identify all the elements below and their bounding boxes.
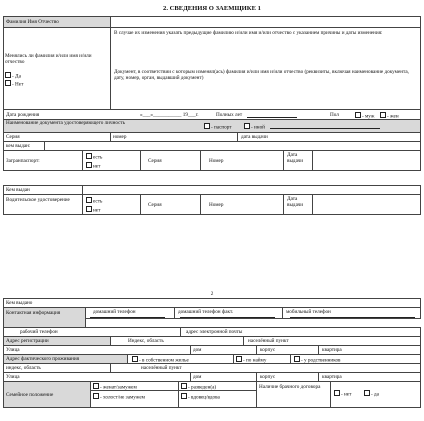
name-changed-yes[interactable]: - Да: [5, 72, 21, 80]
sex-male[interactable]: - муж: [355, 112, 374, 120]
reg-apartment-label: квартира: [322, 347, 342, 353]
email-label: адрес электронной почты: [186, 329, 243, 335]
contact-info-label: Контактная информация: [6, 310, 61, 316]
driver-has-not-checkbox[interactable]: [86, 206, 92, 212]
series-label: Серия: [6, 134, 20, 140]
foreign-has-checkbox[interactable]: [86, 153, 92, 159]
widowed-checkbox[interactable]: [181, 393, 187, 399]
no-checkbox[interactable]: [5, 80, 11, 86]
foreign-has-not[interactable]: нет: [86, 162, 100, 170]
full-years-label: Полных лет: [216, 112, 243, 118]
section-title: 2. СВЕДЕНИЯ О ЗАЕМЩИКЕ 1: [163, 5, 261, 12]
sex-label: Пол: [330, 112, 339, 118]
home-phone-actual-label: домашний телефон факт.: [178, 309, 234, 315]
relatives-checkbox[interactable]: [294, 356, 300, 362]
marital-status-label: Семейное положение: [6, 392, 54, 398]
reg-index-label: Индекс, область: [128, 338, 164, 344]
birth-date-field[interactable]: «___»___________ 19___г.: [140, 112, 199, 118]
actual-apartment-label: квартира: [322, 374, 342, 380]
foreign-series-label: Серия: [148, 158, 162, 164]
id-doc-passport[interactable]: - паспорт: [204, 123, 232, 131]
page-number: 2: [210, 291, 214, 297]
reg-house-label: дом: [193, 347, 202, 353]
driver-series-label: Серия: [148, 202, 162, 208]
foreign-has[interactable]: есть: [86, 153, 102, 161]
name-changed-no[interactable]: - Нет: [5, 80, 23, 88]
issued-by-label-2: Кем выдано: [6, 300, 33, 306]
driver-has-not[interactable]: нет: [86, 206, 100, 214]
form-page-2: [0, 286, 424, 421]
actual-index-label: индекс, область: [6, 365, 41, 371]
foreign-issued-by-label: Кем выдан: [6, 187, 30, 193]
driver-has[interactable]: есть: [86, 197, 102, 205]
name-change-left-cell: [3, 27, 111, 110]
yes-checkbox[interactable]: [5, 72, 11, 78]
issue-date-label: дата выдачи: [241, 134, 268, 140]
own-housing-option[interactable]: - в собственном жилье: [132, 356, 189, 364]
name-changed-question: Менялись ли фамилия и/или имя и/или отчество: [5, 53, 92, 65]
other-checkbox[interactable]: [244, 123, 250, 129]
work-phone-label: рабочий телефон: [20, 329, 58, 335]
birth-date-label: Дата рождения: [6, 112, 40, 118]
change-document-instruction: Документ, в соответствии с которым изменял(ась) фамилия и/или имя и/или отчество (реквизиты, включая наименование документа, дату, номер, орган, выдавший документ): [114, 69, 409, 81]
actual-house-label: дом: [193, 374, 202, 380]
issued-by-label: кем выдан:: [6, 143, 31, 149]
actual-locality-label: населённый пункт: [141, 365, 182, 371]
reg-locality-label: населённый пункт: [248, 338, 289, 344]
male-checkbox[interactable]: [355, 112, 361, 118]
rented-checkbox[interactable]: [236, 356, 242, 362]
full-years-input[interactable]: [247, 117, 297, 118]
single-option[interactable]: - холост/не замужем: [93, 393, 145, 401]
change-instruction: В случае их изменения указать предыдущие фамилию и/или имя и/или отчество с указанием причины и даты изменения:: [114, 30, 383, 36]
number-label: номер: [113, 134, 127, 140]
foreign-issue-date-label: Дата выдачи: [287, 152, 304, 164]
actual-building-label: корпус: [260, 374, 276, 380]
divorced-checkbox[interactable]: [181, 383, 187, 389]
passport-checkbox[interactable]: [204, 123, 210, 129]
prenup-yes-checkbox[interactable]: [364, 390, 370, 396]
sex-female[interactable]: - жен: [380, 112, 399, 120]
foreign-passport-label: Загранпаспорт:: [6, 158, 40, 164]
home-phone-input[interactable]: [90, 317, 165, 318]
driver-has-checkbox[interactable]: [86, 197, 92, 203]
actual-street-label: Улица: [6, 374, 20, 380]
home-phone-actual-input[interactable]: [180, 317, 275, 318]
home-phone-label: домашний телефон: [93, 309, 136, 315]
id-doc-other[interactable]: - иной: [244, 123, 265, 131]
divorced-option[interactable]: - разведен(а): [181, 383, 216, 391]
own-housing-checkbox[interactable]: [132, 356, 138, 362]
page-gap: [0, 222, 424, 286]
prenup-no[interactable]: - нет: [334, 390, 351, 398]
driver-number-label: Номер: [209, 202, 224, 208]
prenup-yes[interactable]: - да: [364, 390, 379, 398]
fio-label: Фамилия Имя Отчество: [6, 19, 59, 25]
married-checkbox[interactable]: [93, 383, 99, 389]
reg-building-label: корпус: [260, 347, 276, 353]
actual-address-label: Адрес фактического проживания: [6, 356, 80, 362]
rented-option[interactable]: - по найму: [236, 356, 266, 364]
mobile-phone-input[interactable]: [290, 317, 415, 318]
id-doc-other-input[interactable]: [270, 128, 380, 129]
relatives-option[interactable]: - у родственников: [294, 356, 341, 364]
married-option[interactable]: - женат/замужем: [93, 383, 137, 391]
single-checkbox[interactable]: [93, 393, 99, 399]
driver-license-label: Водительское удостоверение: [6, 197, 70, 203]
reg-street-label: Улица: [6, 347, 20, 353]
foreign-has-not-checkbox[interactable]: [86, 162, 92, 168]
reg-address-label: Адрес регистрации: [6, 338, 49, 344]
widowed-option[interactable]: - вдовец/вдова: [181, 393, 220, 401]
id-doc-label: Наименование документа удостоверяющего личность: [6, 120, 126, 126]
foreign-number-label: Номер: [209, 158, 224, 164]
prenup-label: Наличие брачного договора: [259, 384, 321, 390]
mobile-phone-label: мобильный телефон: [286, 309, 331, 315]
prenup-no-checkbox[interactable]: [334, 390, 340, 396]
driver-issue-date-label: Дата выдачи: [287, 196, 304, 208]
female-checkbox[interactable]: [380, 112, 386, 118]
